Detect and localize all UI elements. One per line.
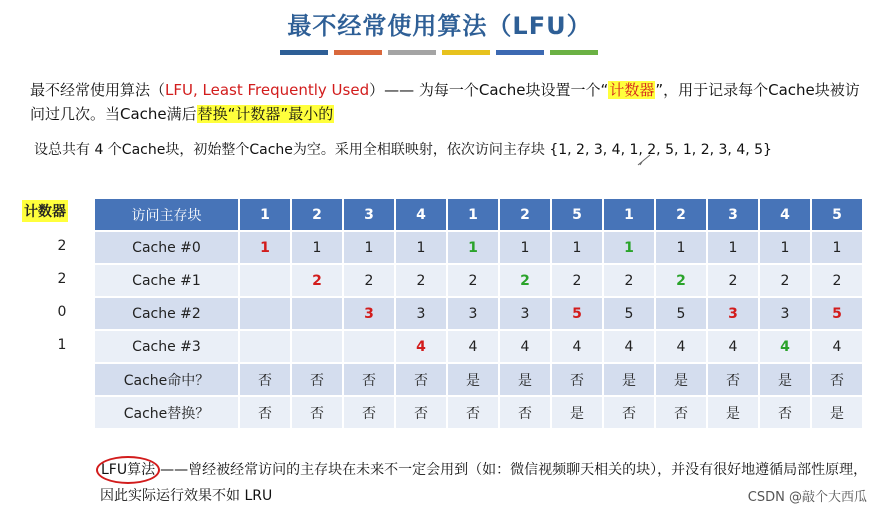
counter-highlight: 计数器 — [609, 81, 655, 99]
table-row — [94, 396, 863, 429]
table-cell: 是 — [603, 363, 655, 396]
table-cell: 5 — [811, 297, 863, 330]
row-label: Cache #3 — [94, 330, 239, 363]
table-cell: 4 — [499, 330, 551, 363]
intro-text: ”，用于记录每个Cache块被访问过几次。当Cache满后 — [30, 81, 860, 123]
access-block: 2 — [291, 198, 343, 231]
table-cell: 3 — [447, 297, 499, 330]
color-segment — [280, 50, 328, 55]
row-label: Cache #0 — [94, 231, 239, 264]
access-block: 2 — [499, 198, 551, 231]
table-cell: 否 — [499, 396, 551, 429]
table-cell: 2 — [343, 264, 395, 297]
table-cell — [239, 297, 291, 330]
table-cell: 2 — [759, 264, 811, 297]
table-cell: 是 — [447, 363, 499, 396]
table-cell: 是 — [551, 396, 603, 429]
page-title: 最不经常使用算法（LFU） — [287, 12, 592, 40]
setup-paragraph: 设总共有 4 个Cache块，初始整个Cache为空。采用全相联映射，依次访问主存块 {1, 2, 3, 4, 1, 2, 5, 1, 2, 3, 4, 5} — [34, 142, 772, 158]
access-block: 1 — [603, 198, 655, 231]
table-cell: 2 — [603, 264, 655, 297]
table-cell: 否 — [291, 363, 343, 396]
table-cell: 5 — [551, 297, 603, 330]
cache-table — [93, 197, 864, 430]
table-cell: 2 — [551, 264, 603, 297]
table-cell: 3 — [343, 297, 395, 330]
table-cell: 2 — [447, 264, 499, 297]
table-cell: 否 — [447, 396, 499, 429]
table-row — [94, 231, 863, 264]
table-row — [94, 330, 863, 363]
table-row — [94, 363, 863, 396]
table-row — [94, 264, 863, 297]
table-cell: 2 — [655, 264, 707, 297]
table-cell: 1 — [447, 231, 499, 264]
counter-column — [52, 230, 72, 362]
access-block: 4 — [759, 198, 811, 231]
conclusion-text: ——曾经被经常访问的主存块在未来不一定会用到（如：微信视频聊天相关的块），并没有很好地遵循局部性原理，因此实际运行效果不如 LRU — [100, 462, 868, 504]
access-block: 5 — [811, 198, 863, 231]
table-cell: 2 — [499, 264, 551, 297]
table-cell: 4 — [603, 330, 655, 363]
lfu-circled-label: LFU算法 — [96, 456, 160, 484]
pen-cursor-icon — [636, 153, 652, 167]
access-block: 4 — [395, 198, 447, 231]
row-label: Cache命中？ — [94, 363, 239, 396]
table-cell: 否 — [811, 363, 863, 396]
table-cell: 否 — [343, 396, 395, 429]
access-block: 1 — [239, 198, 291, 231]
color-segment — [442, 50, 490, 55]
color-segment — [496, 50, 544, 55]
table-cell: 4 — [395, 330, 447, 363]
table-cell: 4 — [551, 330, 603, 363]
table-cell: 3 — [759, 297, 811, 330]
table-cell: 1 — [551, 231, 603, 264]
table-cell: 3 — [395, 297, 447, 330]
replace-rule-highlight: 替换“计数器”最小的 — [197, 105, 334, 123]
table-cell: 否 — [395, 363, 447, 396]
counter-value: 2 — [57, 271, 67, 287]
table-cell: 否 — [291, 396, 343, 429]
table-cell: 4 — [707, 330, 759, 363]
table-cell: 否 — [239, 363, 291, 396]
table-row — [94, 297, 863, 330]
table-cell: 1 — [603, 231, 655, 264]
access-block: 1 — [447, 198, 499, 231]
table-cell: 4 — [811, 330, 863, 363]
color-segment — [550, 50, 598, 55]
table-cell: 否 — [343, 363, 395, 396]
table-cell: 1 — [499, 231, 551, 264]
access-block: 2 — [655, 198, 707, 231]
table-cell: 1 — [291, 231, 343, 264]
intro-text: 最不经常使用算法（ — [30, 81, 166, 99]
title-color-bar — [280, 50, 598, 55]
row-label: Cache #2 — [94, 297, 239, 330]
access-block: 3 — [707, 198, 759, 231]
table-cell: 2 — [707, 264, 759, 297]
table-cell: 否 — [395, 396, 447, 429]
table-cell: 1 — [811, 231, 863, 264]
table-cell: 2 — [395, 264, 447, 297]
table-cell: 2 — [811, 264, 863, 297]
lfu-full-name: LFU, Least Frequently Used — [165, 81, 370, 99]
color-segment — [334, 50, 382, 55]
table-cell: 3 — [707, 297, 759, 330]
table-cell: 2 — [291, 264, 343, 297]
table-cell — [291, 297, 343, 330]
table-cell: 是 — [655, 363, 707, 396]
table-cell: 1 — [343, 231, 395, 264]
table-cell: 4 — [759, 330, 811, 363]
table-cell — [239, 330, 291, 363]
table-cell: 3 — [499, 297, 551, 330]
row-label: Cache #1 — [94, 264, 239, 297]
table-cell: 1 — [707, 231, 759, 264]
table-cell: 是 — [707, 396, 759, 429]
color-segment — [388, 50, 436, 55]
table-cell: 5 — [603, 297, 655, 330]
table-cell: 1 — [655, 231, 707, 264]
table-cell: 1 — [395, 231, 447, 264]
table-cell: 是 — [499, 363, 551, 396]
table-cell: 1 — [239, 231, 291, 264]
table-cell: 否 — [655, 396, 707, 429]
counter-value: 2 — [57, 238, 67, 254]
counter-label: 计数器 — [22, 200, 68, 222]
row-label: Cache替换？ — [94, 396, 239, 429]
access-block: 5 — [551, 198, 603, 231]
intro-text: ）—— 为每一个Cache块设置一个“ — [369, 81, 609, 99]
table-cell: 是 — [811, 396, 863, 429]
table-cell: 是 — [759, 363, 811, 396]
intro-paragraph — [30, 78, 860, 126]
watermark: CSDN @敲个大西瓜 — [747, 490, 867, 505]
table-cell: 5 — [655, 297, 707, 330]
table-cell — [291, 330, 343, 363]
table-cell: 否 — [239, 396, 291, 429]
counter-value: 0 — [57, 304, 67, 320]
table-cell — [343, 330, 395, 363]
table-cell: 否 — [707, 363, 759, 396]
table-cell: 否 — [551, 363, 603, 396]
table-header-row — [94, 198, 863, 231]
table-cell — [239, 264, 291, 297]
counter-value: 1 — [57, 337, 67, 353]
table-cell: 否 — [759, 396, 811, 429]
header-label: 访问主存块 — [94, 198, 239, 231]
access-block: 3 — [343, 198, 395, 231]
table-cell: 1 — [759, 231, 811, 264]
table-cell: 4 — [655, 330, 707, 363]
table-cell: 否 — [603, 396, 655, 429]
table-cell: 4 — [447, 330, 499, 363]
